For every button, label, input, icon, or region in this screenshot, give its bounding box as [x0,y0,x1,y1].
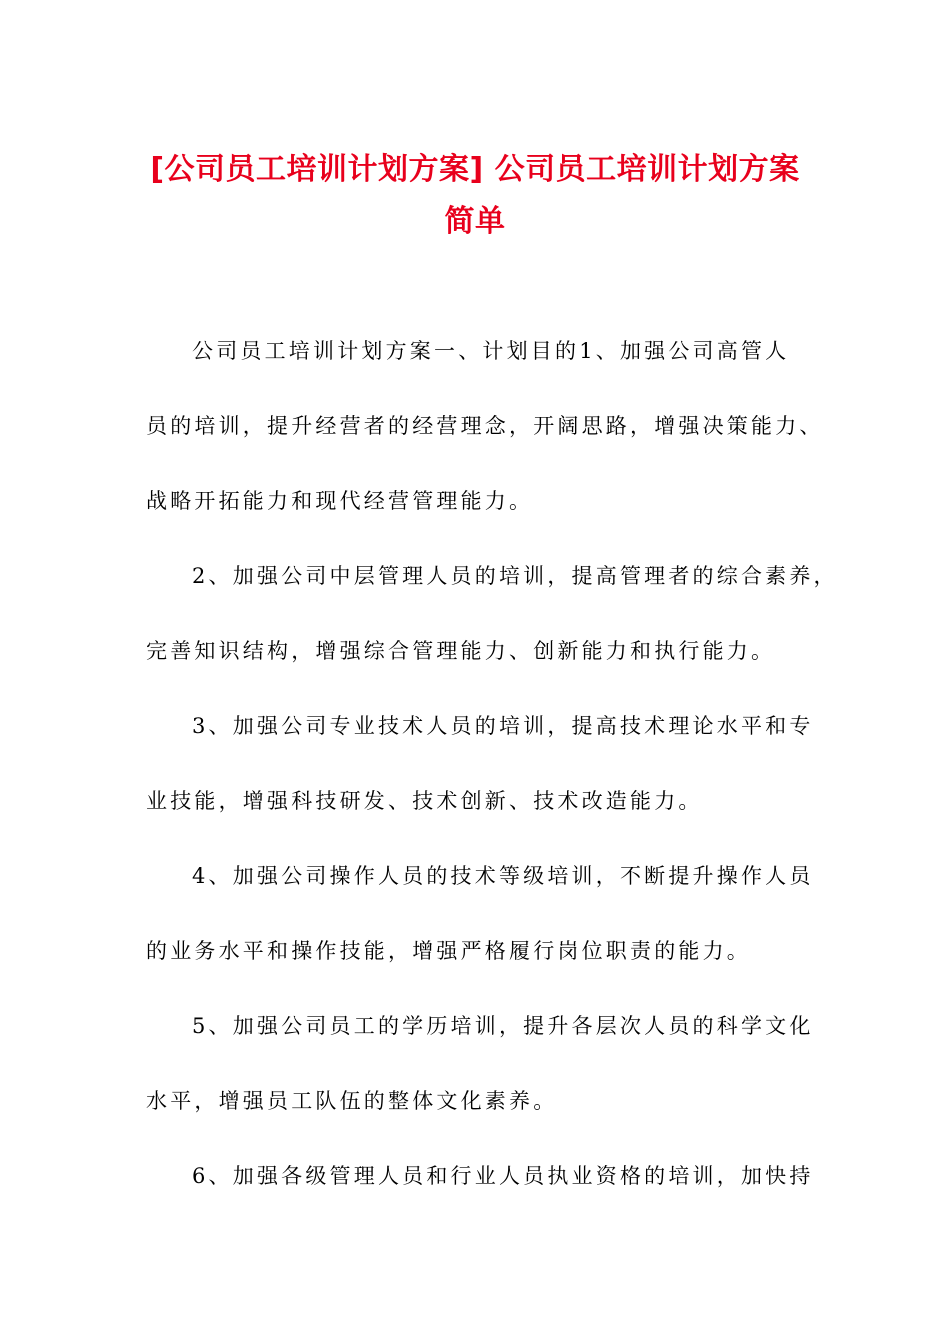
document-body [146,326,838,1226]
paragraph-line: 业技能，增强科技研发、技术创新、技术改造能力。 [146,789,703,813]
paragraph-line: 2、加强公司中层管理人员的培训，提高管理者的综合素养， [192,564,838,588]
paragraph-line: 的业务水平和操作技能，增强严格履行岗位职责的能力。 [146,939,751,963]
paragraph-line: 完善知识结构，增强综合管理能力、创新能力和执行能力。 [146,639,776,663]
paragraph-line: 5、加强公司员工的学历培训，提升各层次人员的科学文化 [192,1014,814,1038]
paragraph-line: 6、加强各级管理人员和行业人员执业资格的培训，加快持 [192,1164,814,1188]
paragraph-line: 战略开拓能力和现代经营管理能力。 [146,489,534,513]
document-title: [公司员工培训计划方案] 公司员工培训计划方案简单 [150,152,800,239]
paragraph-line: 公司员工培训计划方案一、计划目的1、加强公司高管人 [192,339,790,363]
paragraph-line: 员的培训，提升经营者的经营理念，开阔思路，增强决策能力、 [146,414,824,438]
paragraph-line: 水平，增强员工队伍的整体文化素养。 [146,1089,558,1113]
paragraph-line: 3、加强公司专业技术人员的培训，提高技术理论水平和专 [192,714,814,738]
paragraph-line: 4、加强公司操作人员的技术等级培训，不断提升操作人员 [192,864,814,888]
